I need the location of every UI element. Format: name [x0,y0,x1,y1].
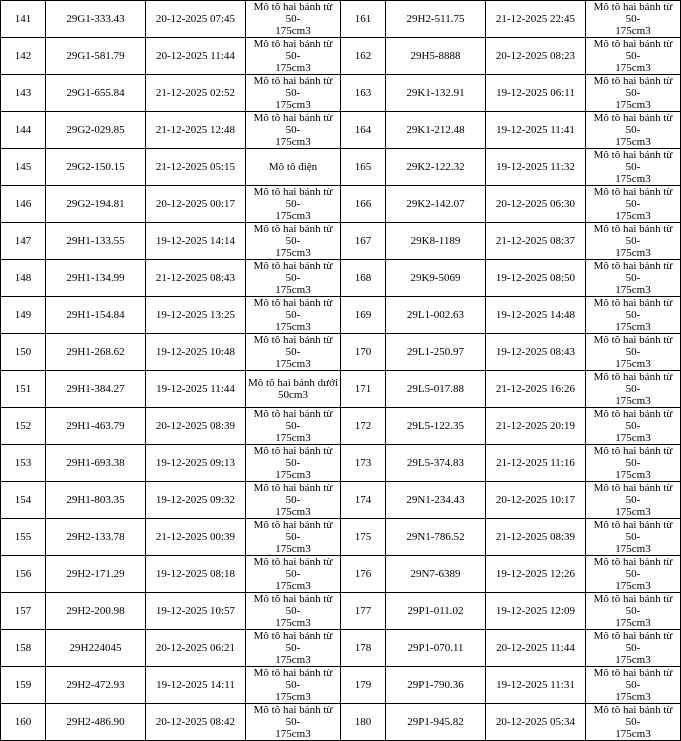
plate-number-cell: 29P1-011.02 [386,593,486,630]
vehicle-type-line-1: Mô tô hai bánh từ 50- [253,223,333,247]
stt-cell: 175 [341,519,386,556]
stt-cell: 176 [341,556,386,593]
violation-time-cell: 19-12-2025 11:44 [146,371,246,408]
plate-number-cell: 29H1-384.27 [46,371,146,408]
violation-time-cell: 20-12-2025 06:30 [486,186,586,223]
violation-time-cell: 19-12-2025 11:31 [486,667,586,704]
violation-time-cell: 20-12-2025 11:44 [486,630,586,667]
stt-cell: 178 [341,630,386,667]
violation-time-cell: 21-12-2025 22:45 [486,1,586,38]
vehicle-type-line-1: Mô tô hai bánh từ 50- [253,297,333,321]
vehicle-type-cell [246,371,341,408]
vehicle-type-line-2: 50cm3 [278,389,308,401]
plate-number-cell: 29H1-463.79 [46,408,146,445]
stt-cell: 169 [341,297,386,334]
vehicle-type-line-1: Mô tô hai bánh từ 50- [593,445,673,469]
stt-cell: 147 [1,223,46,260]
violation-time-cell: 21-12-2025 20:19 [486,408,586,445]
violation-time-cell: 20-12-2025 08:39 [146,408,246,445]
vehicle-type-line-2: 175cm3 [275,62,311,74]
plate-number-cell: 29G2-194.81 [46,186,146,223]
vehicle-type-line-1: Mô tô hai bánh từ 50- [593,149,673,173]
vehicle-type-line-1: Mô tô hai bánh từ 50- [593,482,673,506]
vehicle-type-cell [586,112,681,149]
table-row [1,593,681,630]
table-row [1,667,681,704]
vehicle-type-line-2: 175cm3 [615,506,651,518]
plate-number-cell: 29H1-268.62 [46,334,146,371]
table-row [1,334,681,371]
vehicle-type-cell [246,519,341,556]
plate-number-cell: 29G1-581.79 [46,38,146,75]
vehicle-type-line-2: 175cm3 [615,284,651,296]
table-row [1,1,681,38]
vehicle-type-line-1: Mô tô hai bánh từ 50- [593,704,673,728]
violation-time-cell: 19-12-2025 11:41 [486,112,586,149]
stt-cell: 163 [341,75,386,112]
vehicle-type-line-2: 175cm3 [275,469,311,481]
table-row [1,371,681,408]
violation-time-cell: 20-12-2025 06:21 [146,630,246,667]
plate-number-cell: 29H224045 [46,630,146,667]
plate-number-cell: 29H1-154.84 [46,297,146,334]
stt-cell: 161 [341,1,386,38]
violation-time-cell: 19-12-2025 09:32 [146,482,246,519]
vehicle-type-line-1: Mô tô hai bánh từ 50- [253,519,333,543]
table-row [1,75,681,112]
stt-cell: 150 [1,334,46,371]
plate-number-cell: 29L1-002.63 [386,297,486,334]
vehicle-type-cell [246,667,341,704]
vehicle-type-cell [586,38,681,75]
stt-cell: 151 [1,371,46,408]
violation-time-cell: 21-12-2025 08:43 [146,260,246,297]
violation-time-cell: 19-12-2025 14:11 [146,667,246,704]
vehicle-type-line-1: Mô tô hai bánh từ 50- [253,667,333,691]
vehicle-type-line-2: 175cm3 [615,432,651,444]
vehicle-type-line-1: Mô tô hai bánh từ 50- [593,112,673,136]
table-row [1,186,681,223]
vehicle-type-line-1: Mô tô hai bánh từ 50- [593,408,673,432]
plate-number-cell: 29G2-029.85 [46,112,146,149]
vehicle-type-cell [246,408,341,445]
vehicle-type-line-1: Mô tô hai bánh từ 50- [253,38,333,62]
violation-time-cell: 21-12-2025 12:48 [146,112,246,149]
vehicle-type-cell [586,482,681,519]
violation-time-cell: 19-12-2025 06:11 [486,75,586,112]
stt-cell: 174 [341,482,386,519]
vehicle-type-line-1: Mô tô hai bánh từ 50- [593,334,673,358]
vehicle-type-line-1: Mô tô hai bánh từ 50- [593,630,673,654]
vehicle-type-line-2: 175cm3 [615,691,651,703]
vehicle-type-cell [246,186,341,223]
stt-cell: 180 [341,704,386,741]
vehicle-type-line-1: Mô tô hai bánh từ 50- [253,556,333,580]
vehicle-type-line-1: Mô tô điện [268,161,318,173]
vehicle-type-cell [586,667,681,704]
stt-cell: 142 [1,38,46,75]
violation-time-cell: 19-12-2025 08:50 [486,260,586,297]
vehicle-type-line-1: Mô tô hai bánh từ 50- [593,667,673,691]
vehicle-type-line-1: Mô tô hai bánh từ 50- [253,112,333,136]
stt-cell: 153 [1,445,46,482]
plate-number-cell: 29P1-945.82 [386,704,486,741]
violation-time-cell: 21-12-2025 05:15 [146,149,246,186]
vehicle-type-cell [246,223,341,260]
vehicle-type-line-2: 175cm3 [615,728,651,740]
vehicle-type-line-1: Mô tô hai bánh từ 50- [253,408,333,432]
table-row [1,149,681,186]
stt-cell: 157 [1,593,46,630]
vehicle-type-cell [246,38,341,75]
violation-time-cell: 20-12-2025 11:44 [146,38,246,75]
vehicle-type-line-2: 175cm3 [615,210,651,222]
stt-cell: 170 [341,334,386,371]
vehicle-type-line-2: 175cm3 [275,617,311,629]
vehicle-type-line-1: Mô tô hai bánh từ 50- [593,75,673,99]
vehicle-type-line-2: 175cm3 [275,25,311,37]
table-row [1,519,681,556]
violation-time-cell: 21-12-2025 08:39 [486,519,586,556]
vehicle-type-cell [246,112,341,149]
vehicle-type-cell [246,556,341,593]
table-row [1,112,681,149]
plate-number-cell: 29H5-8888 [386,38,486,75]
vehicle-type-cell [246,1,341,38]
vehicle-type-cell [586,149,681,186]
violation-time-cell: 21-12-2025 16:26 [486,371,586,408]
stt-cell: 145 [1,149,46,186]
vehicle-type-line-2: 175cm3 [275,543,311,555]
violation-time-cell: 20-12-2025 08:23 [486,38,586,75]
vehicle-type-line-2: 175cm3 [275,99,311,111]
table-row [1,38,681,75]
plate-number-cell: 29H1-133.55 [46,223,146,260]
stt-cell: 160 [1,704,46,741]
vehicle-type-line-1: Mô tô hai bánh từ 50- [253,334,333,358]
vehicle-type-line-2: 175cm3 [275,728,311,740]
vehicle-type-line-1: Mô tô hai bánh từ 50- [253,482,333,506]
plate-number-cell: 29K2-122.32 [386,149,486,186]
vehicle-type-cell [586,334,681,371]
plate-number-cell: 29G1-333.43 [46,1,146,38]
violation-time-cell: 19-12-2025 08:43 [486,334,586,371]
table-row [1,482,681,519]
stt-cell: 149 [1,297,46,334]
violation-time-cell: 21-12-2025 08:37 [486,223,586,260]
stt-cell: 173 [341,445,386,482]
stt-cell: 158 [1,630,46,667]
vehicle-type-line-2: 175cm3 [615,469,651,481]
table-row [1,260,681,297]
plate-number-cell: 29H1-803.35 [46,482,146,519]
violation-time-cell: 19-12-2025 12:26 [486,556,586,593]
vehicle-type-line-2: 175cm3 [615,617,651,629]
vehicle-type-cell [246,75,341,112]
table-row [1,704,681,741]
vehicle-type-line-2: 175cm3 [615,99,651,111]
vehicle-type-cell [586,75,681,112]
stt-cell: 162 [341,38,386,75]
vehicle-type-line-1: Mô tô hai bánh từ 50- [593,38,673,62]
plate-number-cell: 29N1-786.52 [386,519,486,556]
vehicle-type-line-2: 175cm3 [275,654,311,666]
stt-cell: 156 [1,556,46,593]
violation-time-cell: 20-12-2025 08:42 [146,704,246,741]
plate-number-cell: 29K1-212.48 [386,112,486,149]
stt-cell: 148 [1,260,46,297]
violation-time-cell: 20-12-2025 00:17 [146,186,246,223]
vehicle-type-line-1: Mô tô hai bánh từ 50- [593,1,673,25]
vehicle-type-cell [586,630,681,667]
violation-time-cell: 20-12-2025 10:17 [486,482,586,519]
plate-number-cell: 29H2-486.90 [46,704,146,741]
plate-number-cell: 29H1-134.99 [46,260,146,297]
vehicle-type-line-2: 175cm3 [615,321,651,333]
violation-time-cell: 19-12-2025 10:48 [146,334,246,371]
vehicle-type-cell [586,223,681,260]
violation-time-cell: 19-12-2025 14:48 [486,297,586,334]
plate-number-cell: 29H2-133.78 [46,519,146,556]
violation-time-cell: 19-12-2025 09:13 [146,445,246,482]
vehicle-type-line-1: Mô tô hai bánh từ 50- [253,1,333,25]
stt-cell: 141 [1,1,46,38]
vehicle-type-line-1: Mô tô hai bánh từ 50- [253,186,333,210]
table-row [1,556,681,593]
violation-time-cell: 21-12-2025 02:52 [146,75,246,112]
vehicle-type-line-2: 175cm3 [275,432,311,444]
vehicle-type-line-1: Mô tô hai bánh từ 50- [593,556,673,580]
violation-time-cell: 19-12-2025 08:18 [146,556,246,593]
vehicle-type-line-1: Mô tô hai bánh từ 50- [593,186,673,210]
plate-number-cell: 29L5-017.88 [386,371,486,408]
plate-number-cell: 29P1-070.11 [386,630,486,667]
stt-cell: 179 [341,667,386,704]
vehicle-type-line-2: 175cm3 [275,358,311,370]
stt-cell: 167 [341,223,386,260]
vehicle-type-cell [246,149,341,186]
vehicle-type-cell [246,704,341,741]
table-row [1,223,681,260]
violation-time-cell: 21-12-2025 11:16 [486,445,586,482]
violation-time-cell: 19-12-2025 13:25 [146,297,246,334]
vehicle-type-cell [586,556,681,593]
vehicle-type-cell [586,1,681,38]
plate-number-cell: 29L1-250.97 [386,334,486,371]
violation-time-cell: 20-12-2025 07:45 [146,1,246,38]
vehicle-type-cell [586,445,681,482]
table-body [1,1,681,741]
vehicle-type-line-1: Mô tô hai bánh từ 50- [253,593,333,617]
vehicle-type-line-2: 175cm3 [275,136,311,148]
vehicle-type-cell [586,186,681,223]
plate-number-cell: 29H1-693.38 [46,445,146,482]
vehicle-type-cell [246,482,341,519]
plate-number-cell: 29L5-374.83 [386,445,486,482]
vehicle-type-line-1: Mô tô hai bánh từ 50- [593,223,673,247]
vehicle-type-line-2: 175cm3 [615,136,651,148]
vehicle-type-line-2: 175cm3 [275,506,311,518]
vehicle-type-line-1: Mô tô hai bánh từ 50- [253,704,333,728]
stt-cell: 166 [341,186,386,223]
vehicle-type-line-1: Mô tô hai bánh từ 50- [253,75,333,99]
plate-number-cell: 29H2-200.98 [46,593,146,630]
vehicle-type-line-2: 175cm3 [615,62,651,74]
plate-number-cell: 29N1-234.43 [386,482,486,519]
violation-time-cell: 19-12-2025 12:09 [486,593,586,630]
vehicle-type-line-2: 175cm3 [615,173,651,185]
stt-cell: 171 [341,371,386,408]
vehicle-type-cell [246,260,341,297]
vehicle-type-line-1: Mô tô hai bánh dưới [248,377,338,389]
vehicle-type-cell [586,260,681,297]
stt-cell: 154 [1,482,46,519]
stt-cell: 177 [341,593,386,630]
violation-time-cell: 21-12-2025 00:39 [146,519,246,556]
vehicle-type-line-2: 175cm3 [615,247,651,259]
vehicle-type-cell [586,593,681,630]
stt-cell: 155 [1,519,46,556]
stt-cell: 165 [341,149,386,186]
vehicle-type-cell [586,371,681,408]
vehicle-type-line-2: 175cm3 [615,654,651,666]
vehicle-type-line-2: 175cm3 [275,691,311,703]
stt-cell: 168 [341,260,386,297]
vehicle-type-line-2: 175cm3 [275,247,311,259]
vehicle-type-cell [246,445,341,482]
violation-time-cell: 20-12-2025 05:34 [486,704,586,741]
vehicle-type-line-2: 175cm3 [615,25,651,37]
plate-number-cell: 29K1-132.91 [386,75,486,112]
vehicle-type-cell [586,704,681,741]
plate-number-cell: 29G2-150.15 [46,149,146,186]
vehicle-type-cell [246,297,341,334]
vehicle-type-line-1: Mô tô hai bánh từ 50- [253,445,333,469]
stt-cell: 146 [1,186,46,223]
plate-number-cell: 29H2-171.29 [46,556,146,593]
vehicle-type-line-1: Mô tô hai bánh từ 50- [593,593,673,617]
violation-time-cell: 19-12-2025 14:14 [146,223,246,260]
table-row [1,445,681,482]
plate-number-cell: 29K9-5069 [386,260,486,297]
vehicle-type-line-2: 175cm3 [275,321,311,333]
plate-number-cell: 29G1-655.84 [46,75,146,112]
vehicle-type-cell [586,519,681,556]
vehicle-type-cell [246,334,341,371]
plate-number-cell: 29H2-472.93 [46,667,146,704]
vehicle-type-line-2: 175cm3 [275,580,311,592]
plate-number-cell: 29K8-1189 [386,223,486,260]
vehicle-type-line-1: Mô tô hai bánh từ 50- [593,519,673,543]
plate-number-cell: 29N7-6389 [386,556,486,593]
vehicle-type-line-1: Mô tô hai bánh từ 50- [253,260,333,284]
vehicle-type-line-1: Mô tô hai bánh từ 50- [593,371,673,395]
table-row [1,408,681,445]
vehicle-type-line-2: 175cm3 [275,284,311,296]
stt-cell: 172 [341,408,386,445]
vehicle-type-cell [246,593,341,630]
stt-cell: 143 [1,75,46,112]
stt-cell: 164 [341,112,386,149]
vehicle-type-line-2: 175cm3 [615,358,651,370]
plate-number-cell: 29L5-122.35 [386,408,486,445]
plate-number-cell: 29K2-142.07 [386,186,486,223]
vehicle-type-cell [246,630,341,667]
stt-cell: 152 [1,408,46,445]
vehicle-type-line-2: 175cm3 [615,580,651,592]
table-row [1,630,681,667]
vehicle-type-cell [586,297,681,334]
vehicle-type-line-1: Mô tô hai bánh từ 50- [253,630,333,654]
vehicle-type-line-2: 175cm3 [615,395,651,407]
plate-number-cell: 29H2-511.75 [386,1,486,38]
violation-time-cell: 19-12-2025 11:32 [486,149,586,186]
vehicle-type-line-2: 175cm3 [275,210,311,222]
vehicle-type-line-2: 175cm3 [615,543,651,555]
vehicle-type-line-1: Mô tô hai bánh từ 50- [593,297,673,321]
stt-cell: 159 [1,667,46,704]
violation-time-cell: 19-12-2025 10:57 [146,593,246,630]
table-row [1,297,681,334]
vehicle-type-cell [586,408,681,445]
vehicle-type-line-1: Mô tô hai bánh từ 50- [593,260,673,284]
plate-number-cell: 29P1-790.36 [386,667,486,704]
stt-cell: 144 [1,112,46,149]
